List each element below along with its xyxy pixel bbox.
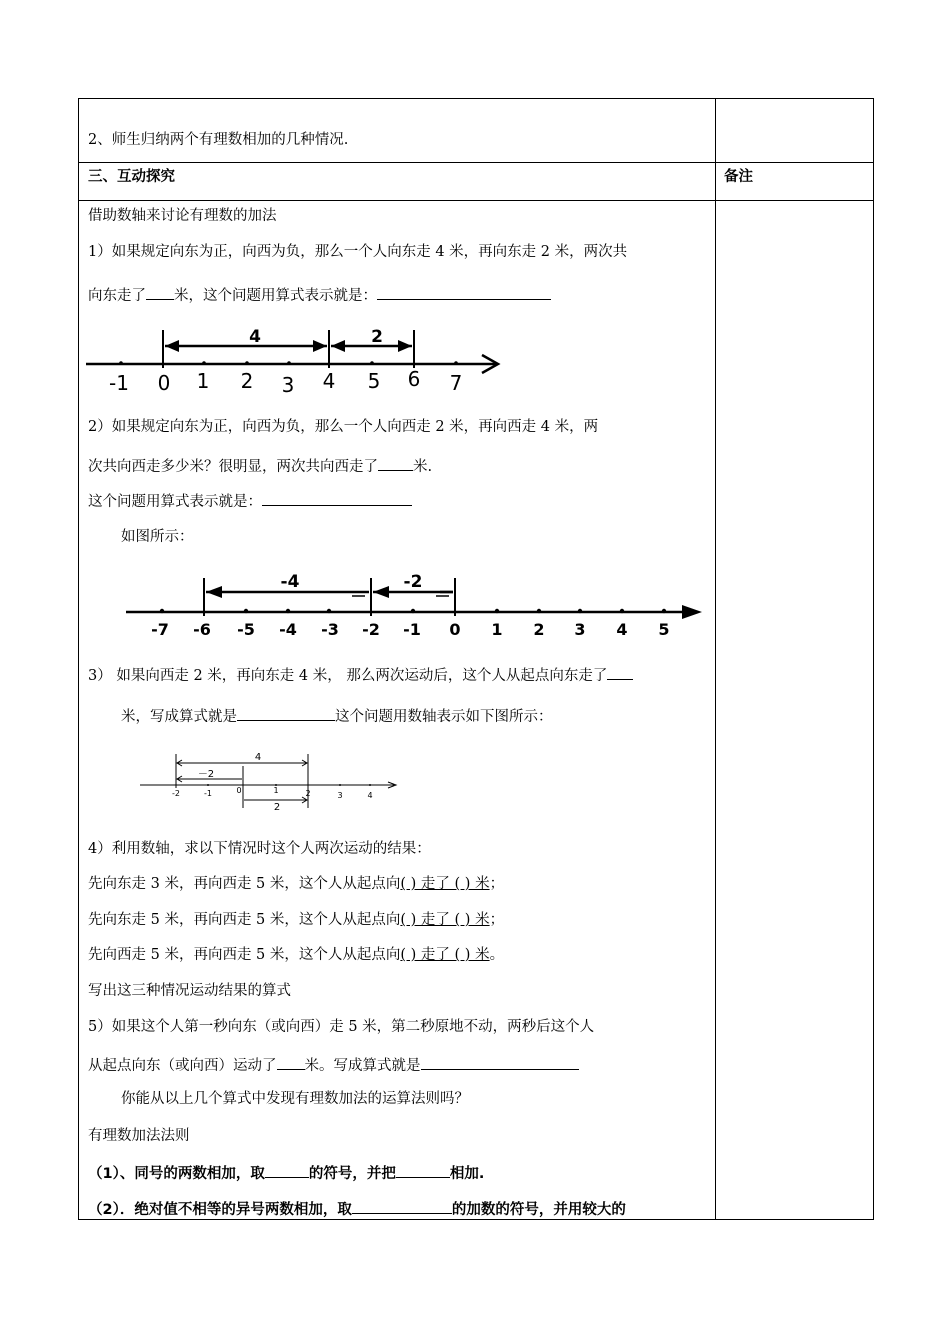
q4-situation-2 [88,911,504,929]
number-line-2 [120,568,710,646]
rule-2-text-b: 的加数的符号，并用较大的 [451,1202,626,1218]
nl1-tick-0: 0 [157,371,171,395]
nl2-tick-1: 1 [491,620,503,639]
nl2-arrow-label--2: -2 [403,572,423,592]
nl1-tick--1: -1 [109,371,129,395]
q5-blank-expression [421,1055,579,1070]
q3-blank-expression [237,706,335,721]
row-divider-2 [79,200,873,201]
rule-2-blank [352,1199,452,1214]
q3-text-b: 米，写成算式就是 [121,709,237,725]
nl2-tick--7: -7 [151,620,169,639]
q5-line2 [88,1055,579,1075]
nl2-arrow-label--4: -4 [280,572,300,592]
q1-blank-meters [146,285,174,300]
nl2-tick--5: -5 [237,620,255,639]
q2-text-a: 次共向西走多少米？很明显，两次共向西走了 [88,459,378,475]
nl2-tick--1: -1 [403,620,421,639]
q2-text-c: 这个问题用算式表示就是： [88,494,262,510]
nl2-tick-3: 3 [574,620,586,639]
q1-blank-expression [377,285,551,300]
column-divider [715,99,716,1219]
q5-text-a: 从起点向东（或向西）运动了 [88,1058,277,1074]
rule-2 [88,1199,626,1219]
q4-s1-end: ； [489,876,505,892]
intro-text: 借助数轴来讨论有理数的加法 [88,208,277,224]
top-row-text: 2、师生归纳两个有理数相加的几种情况. [88,132,349,148]
nl2-tick-0: 0 [449,620,461,639]
nl3-tick--2: -2 [172,789,180,798]
nl3-tick--1: -1 [204,789,212,798]
q5-line1: 5）如果这个人第一秒向东（或向西）走 5 米，第二秒原地不动，两秒后这个人 [88,1019,595,1035]
nl3-tick-4: 4 [367,791,373,800]
q2-line2 [88,456,432,476]
nl3-tick-0: 0 [236,786,242,795]
q2-blank-meters [378,456,413,471]
q1-line1: 1）如果规定向东为正，向西为负，那么一个人向东走 4 米，再向东走 2 米，两次共 [88,244,628,260]
row-divider-1 [79,162,873,163]
q3-line1 [88,665,633,685]
rule-1-blank-add [396,1163,450,1178]
q2-line1: 2）如果规定向东为正，向西为负，那么一个人向西走 2 米，再向西走 4 米，两 [88,419,599,435]
q2-line3 [88,491,412,511]
lesson-table [78,98,874,1220]
nl3-bottom-label: 2 [273,802,281,812]
nl2-tick-5: 5 [658,620,670,639]
q5-blank-meters [277,1055,305,1070]
q4-summary: 写出这三种情况运动结果的算式 [88,983,291,999]
rule-2-text-a: （2）．绝对值不相等的异号两数相加，取 [88,1202,352,1218]
q4-s3-text: 先向西走 5 米，再向西走 5 米，这个人从起点向 [88,947,401,963]
q1-text-a: 向东走了 [88,288,146,304]
q5-text-b: 米。写成算式就是 [304,1058,421,1074]
section-title: 三、互动探究 [88,169,175,185]
nl2-tick--2: -2 [362,620,380,639]
nl2-tick-2: 2 [533,620,545,639]
rule-1 [88,1163,484,1183]
rule-question: 你能从以上几个算式中发现有理数加法的运算法则吗？ [121,1091,469,1107]
nl3-tick-1: 1 [273,786,279,795]
nl1-tick-2: 2 [240,369,254,393]
q4-s3-end: 。 [489,947,505,963]
q1-text-b: 米，这个问题用算式表示就是： [174,288,377,304]
q3-text-a: 3） 如果向西走 2 米，再向东走 4 米， 那么两次运动后，这个人从起点向东走了 [88,668,608,684]
nl1-arrow-label-2: 2 [371,327,383,347]
nl3-tick-3: 3 [337,791,343,800]
rules-title: 有理数加法法则 [88,1128,190,1144]
q3-text-c: 这个问题用数轴表示如下图所示： [335,709,553,725]
rule-1-text-b: 的符号，并把 [308,1166,396,1182]
remarks-header: 备注 [724,169,753,185]
q2-text-b: 米. [413,459,433,475]
q2-figure-caption: 如图所示： [121,529,194,545]
nl1-tick-3: 3 [281,373,295,397]
q4-s1-blanks: ( ) 走了 ( ) 米 [400,876,490,892]
nl1-tick-6: 6 [407,367,421,391]
q2-blank-expression [262,491,412,506]
q4-s3-blanks: ( ) 走了 ( ) 米 [400,947,490,963]
number-line-1 [84,322,514,400]
nl3-top-label: 4 [254,752,262,763]
nl2-tick-4: 4 [616,620,628,639]
q4-line1: 4）利用数轴，求以下情况时这个人两次运动的结果： [88,841,431,857]
q4-situation-1 [88,875,504,893]
rule-1-text-a: （1）、同号的两数相加，取 [88,1166,265,1182]
nl2-tick--4: -4 [279,620,297,639]
nl1-tick-4: 4 [322,369,336,393]
q4-situation-3 [88,946,504,964]
nl1-tick-7: 7 [449,371,463,395]
rule-1-blank-sign [265,1163,309,1178]
nl3-mid-label: －2 [197,769,215,780]
nl1-tick-1: 1 [196,369,210,393]
nl2-tick--6: -6 [193,620,211,639]
q4-s2-blanks: ( ) 走了 ( ) 米 [400,912,490,928]
q4-s1-text: 先向东走 3 米，再向西走 5 米，这个人从起点向 [88,876,401,892]
number-line-3 [136,748,406,812]
q4-s2-text: 先向东走 5 米，再向西走 5 米，这个人从起点向 [88,912,401,928]
nl1-arrow-label-4: 4 [249,327,261,347]
q3-line2 [121,706,553,726]
nl2-tick--3: -3 [321,620,339,639]
q1-line2 [88,285,551,305]
q4-s2-end: ； [489,912,505,928]
rule-1-text-c: 相加. [449,1166,485,1182]
q3-blank-meters [607,665,633,680]
nl1-tick-5: 5 [367,369,381,393]
nl3-tick-2: 2 [305,789,311,798]
